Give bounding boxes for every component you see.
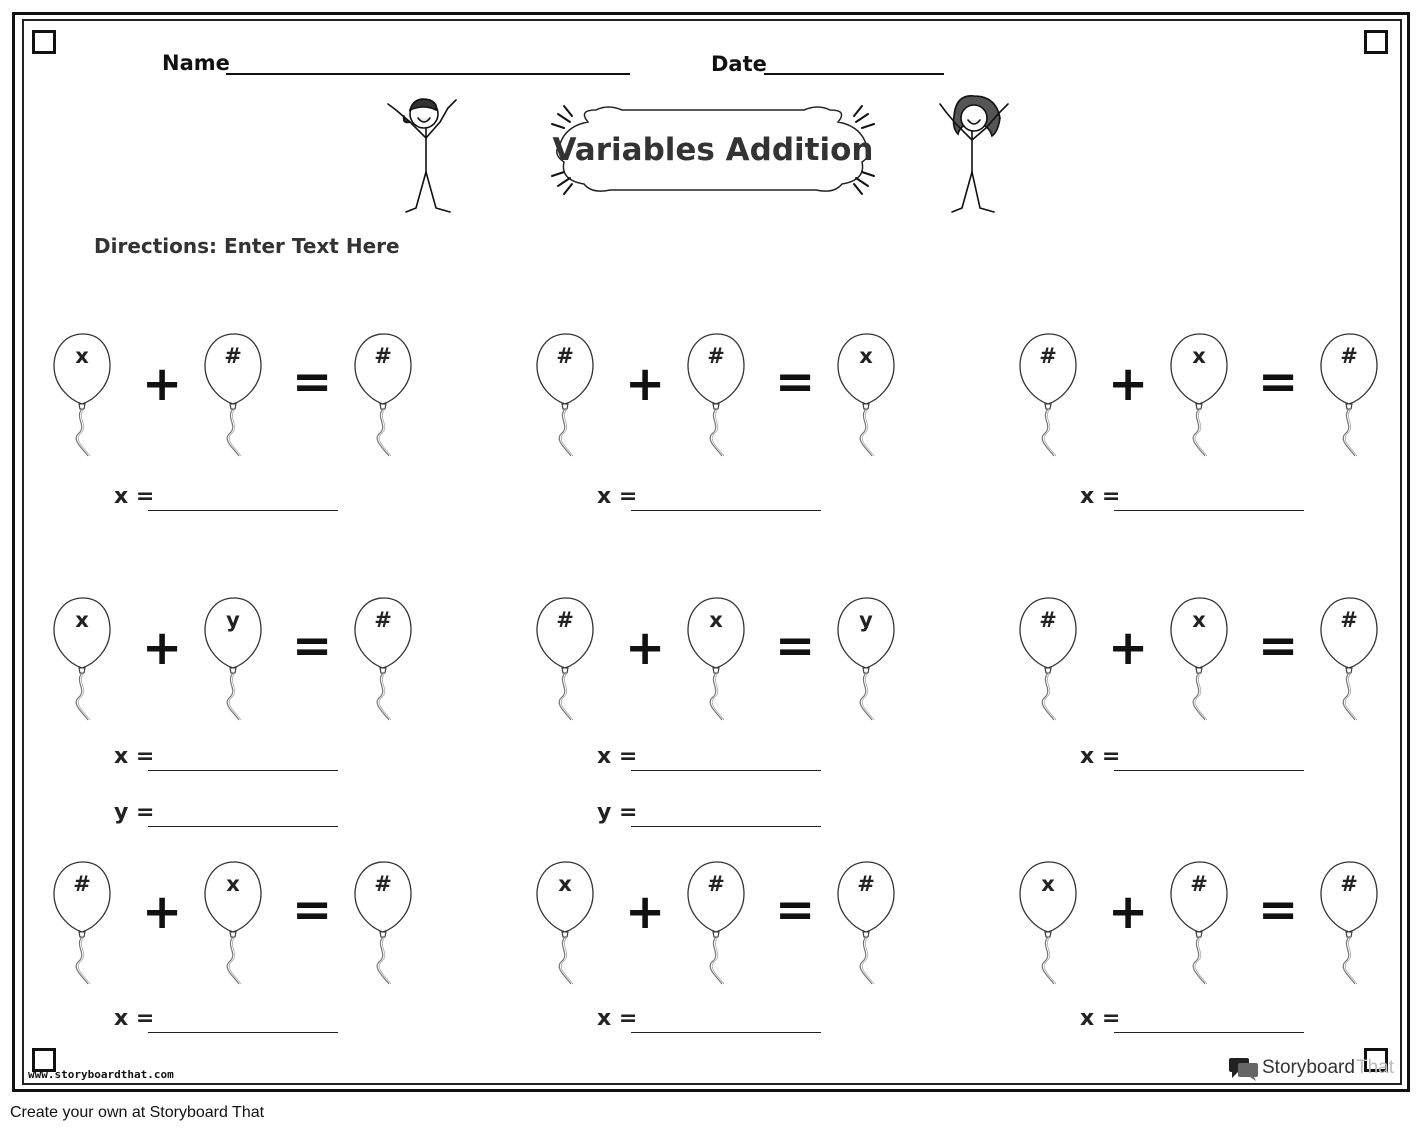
answer-blank-line[interactable] <box>1114 770 1304 771</box>
directions-text: Directions: Enter Text Here <box>94 234 400 258</box>
balloon-term-label: # <box>1340 608 1358 632</box>
answer-blank-line[interactable] <box>631 826 821 827</box>
balloon-term-label: y <box>859 608 873 632</box>
balloon-term-label: # <box>1039 608 1057 632</box>
logo-text-light: That <box>1356 1057 1395 1078</box>
balloon-icon <box>1319 594 1383 726</box>
balloon-term-label: x <box>75 344 89 368</box>
balloon-icon <box>535 858 599 990</box>
answer-variable-label: x = <box>1080 744 1121 769</box>
answer-variable-label: x = <box>597 744 638 769</box>
answer-variable-label: x = <box>114 484 155 509</box>
equals-sign: = <box>775 882 816 938</box>
balloon-term-label: # <box>374 608 392 632</box>
plus-sign: + <box>625 356 666 412</box>
balloon-term-label: x <box>709 608 723 632</box>
equals-sign: = <box>775 354 816 410</box>
answer-row <box>114 800 344 830</box>
balloon-icon <box>1319 330 1383 462</box>
answer-row <box>597 484 827 514</box>
balloon-term-label: y <box>226 608 240 632</box>
balloon-icon <box>836 330 900 462</box>
balloon-term-label: # <box>556 608 574 632</box>
stick-figure-girl-icon <box>936 92 1020 216</box>
balloon-icon <box>353 858 417 990</box>
answer-variable-label: x = <box>114 1006 155 1031</box>
balloon-icon <box>1319 858 1383 990</box>
equals-sign: = <box>775 618 816 674</box>
balloon-term-label: # <box>1340 872 1358 896</box>
answer-variable-label: y = <box>114 800 155 825</box>
balloon-term-label: # <box>1190 872 1208 896</box>
answer-blank-line[interactable] <box>1114 1032 1304 1033</box>
answer-blank-line[interactable] <box>148 510 338 511</box>
answer-variable-label: y = <box>597 800 638 825</box>
title-banner <box>548 100 878 200</box>
equals-sign: = <box>1258 882 1299 938</box>
balloon-icon <box>52 330 116 462</box>
answer-variable-label: x = <box>1080 1006 1121 1031</box>
balloon-term-label: x <box>1041 872 1055 896</box>
plus-sign: + <box>142 356 183 412</box>
answer-row <box>1080 484 1310 514</box>
date-field-line[interactable] <box>764 73 944 75</box>
balloon-icon <box>836 594 900 726</box>
answer-blank-line[interactable] <box>148 770 338 771</box>
answer-variable-label: x = <box>114 744 155 769</box>
answer-variable-label: x = <box>597 484 638 509</box>
answer-blank-line[interactable] <box>1114 510 1304 511</box>
balloon-icon <box>1169 858 1233 990</box>
balloon-icon <box>1018 594 1082 726</box>
balloon-term-label: # <box>374 872 392 896</box>
balloon-term-label: x <box>859 344 873 368</box>
create-your-own-link[interactable]: Create your own at Storyboard That <box>10 1104 265 1121</box>
answer-blank-line[interactable] <box>148 1032 338 1033</box>
balloon-term-label: # <box>1039 344 1057 368</box>
plus-sign: + <box>625 620 666 676</box>
balloon-icon <box>52 858 116 990</box>
corner-box-top-right <box>1364 30 1388 54</box>
equals-sign: = <box>292 618 333 674</box>
balloon-icon <box>535 594 599 726</box>
plus-sign: + <box>625 884 666 940</box>
answer-variable-label: x = <box>1080 484 1121 509</box>
name-field-line[interactable] <box>226 73 630 75</box>
date-label: Date <box>711 52 767 76</box>
balloon-icon <box>1169 330 1233 462</box>
balloon-term-label: # <box>707 872 725 896</box>
balloon-term-label: x <box>1192 608 1206 632</box>
answer-blank-line[interactable] <box>631 1032 821 1033</box>
plus-sign: + <box>1108 356 1149 412</box>
balloon-icon <box>686 330 750 462</box>
plus-sign: + <box>1108 884 1149 940</box>
answer-blank-line[interactable] <box>148 826 338 827</box>
name-label: Name <box>162 51 230 75</box>
equals-sign: = <box>1258 354 1299 410</box>
balloon-icon <box>686 858 750 990</box>
stick-figure-boy-icon <box>380 92 460 216</box>
corner-box-top-left <box>32 30 56 54</box>
answer-variable-label: x = <box>597 1006 638 1031</box>
answer-row <box>114 484 344 514</box>
balloon-term-label: # <box>556 344 574 368</box>
plus-sign: + <box>142 884 183 940</box>
balloon-term-label: x <box>558 872 572 896</box>
answer-row <box>114 1006 344 1036</box>
balloon-term-label: x <box>1192 344 1206 368</box>
balloon-icon <box>203 594 267 726</box>
balloon-icon <box>1169 594 1233 726</box>
balloon-icon <box>686 594 750 726</box>
answer-row <box>1080 1006 1310 1036</box>
worksheet-title: Variables Addition <box>552 132 874 168</box>
equals-sign: = <box>1258 618 1299 674</box>
plus-sign: + <box>1108 620 1149 676</box>
site-url: www.storyboardthat.com <box>28 1068 174 1081</box>
storyboard-that-logo-icon <box>1228 1056 1260 1082</box>
answer-row <box>1080 744 1310 774</box>
balloon-term-label: x <box>226 872 240 896</box>
plus-sign: + <box>142 620 183 676</box>
answer-row <box>597 1006 827 1036</box>
balloon-icon <box>1018 858 1082 990</box>
balloon-term-label: # <box>1340 344 1358 368</box>
balloon-term-label: # <box>224 344 242 368</box>
balloon-icon <box>836 858 900 990</box>
balloon-icon <box>353 594 417 726</box>
equals-sign: = <box>292 354 333 410</box>
answer-row <box>114 744 344 774</box>
answer-row <box>597 800 827 830</box>
balloon-icon <box>52 594 116 726</box>
balloon-icon <box>1018 330 1082 462</box>
balloon-term-label: # <box>374 344 392 368</box>
balloon-icon <box>203 858 267 990</box>
answer-row <box>597 744 827 774</box>
balloon-icon <box>353 330 417 462</box>
balloon-term-label: # <box>857 872 875 896</box>
equals-sign: = <box>292 882 333 938</box>
balloon-icon <box>203 330 267 462</box>
logo-text-dark: Storyboard <box>1262 1057 1355 1078</box>
balloon-icon <box>535 330 599 462</box>
answer-blank-line[interactable] <box>631 770 821 771</box>
balloon-term-label: # <box>707 344 725 368</box>
balloon-term-label: x <box>75 608 89 632</box>
balloon-term-label: # <box>73 872 91 896</box>
answer-blank-line[interactable] <box>631 510 821 511</box>
